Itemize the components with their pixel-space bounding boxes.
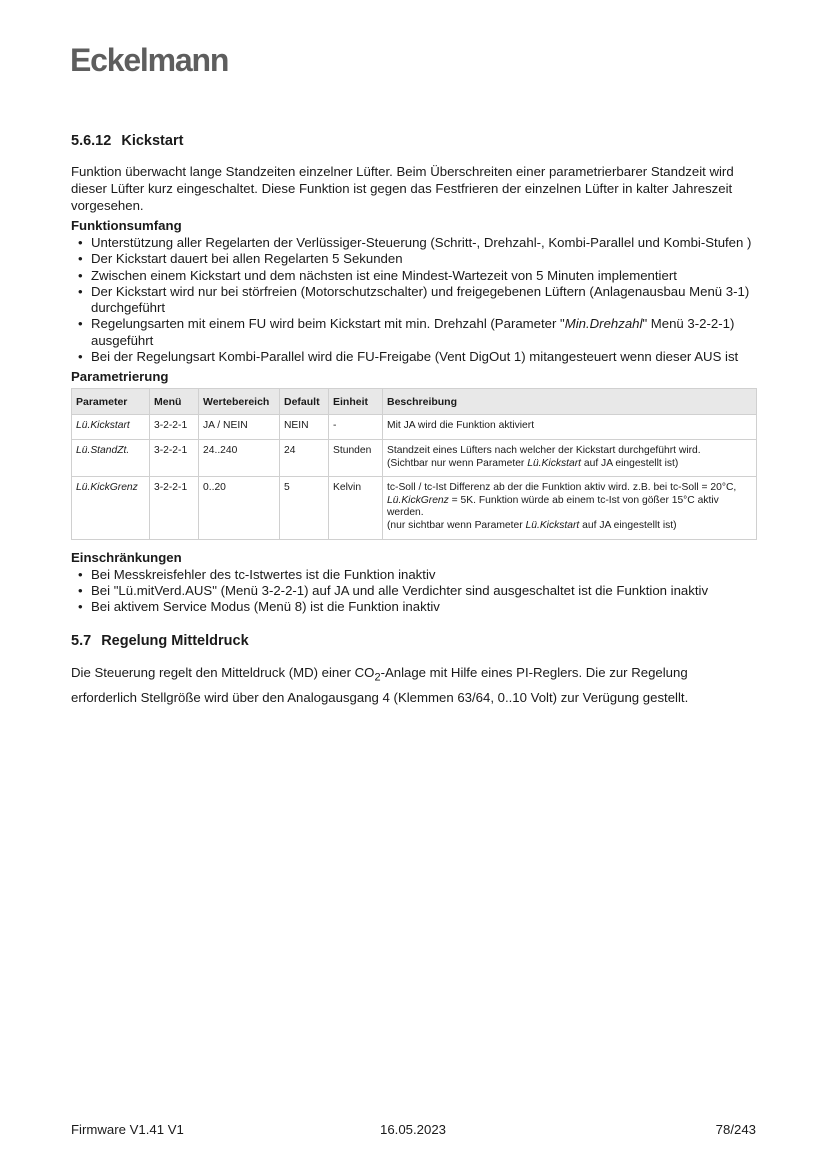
- column-header: Wertebereich: [199, 389, 280, 415]
- list-item-text: Regelungsarten mit einem FU wird beim Kickstart mit min. Drehzahl (Parameter ": [91, 316, 565, 332]
- section-title: Regelung Mitteldruck: [101, 633, 249, 650]
- unit-cell: Kelvin: [329, 477, 383, 539]
- list-item: • Der Kickstart dauert bei allen Regelarten 5 Sekunden: [91, 251, 757, 267]
- parameter-heading: Parametrierung: [71, 369, 169, 385]
- parameter-name: Lü.Kickstart: [525, 519, 580, 531]
- table-row: [72, 439, 757, 476]
- default-cell: 24: [280, 439, 329, 476]
- list-item: • Der Kickstart wird nur bei störfreien (Motorschutzschalter) und freigegebenen Lüftern (Anlagenausbau Menü 3-1) durchgeführt: [91, 284, 757, 317]
- list-item: • Bei Messkreisfehler des tc-Istwertes ist die Funktion inaktiv: [91, 567, 757, 583]
- list-item-text: " Menü 3-2-2-1) ausgeführt: [91, 316, 735, 348]
- param-cell: Lü.Kickstart: [72, 415, 150, 440]
- limits-list: [71, 567, 757, 616]
- column-header: Beschreibung: [383, 389, 757, 415]
- company-logo: Eckelmann: [70, 42, 229, 78]
- section-heading-mitteldruck: [71, 633, 757, 649]
- section-heading-kickstart: [71, 133, 757, 149]
- description-text: = 5K. Funktion würde ab einem tc-Ist von gößer 15°C aktiv werden.: [387, 494, 719, 519]
- parameter-name: Min.Drehzahl: [564, 316, 643, 332]
- range-cell: JA / NEIN: [199, 415, 280, 440]
- description-text: auf JA eingestellt ist): [579, 519, 677, 531]
- list-item: • Unterstützung aller Regelarten der Verlüssiger-Steuerung (Schritt-, Drehzahl-, Kombi-Parallel und Kombi-Stufen ): [91, 235, 757, 251]
- page-content: [71, 133, 757, 708]
- unit-cell: Stunden: [329, 439, 383, 476]
- paragraph-text: -Anlage mit Hilfe eines PI-Reglers. Die zur Regelung erforderlich Stellgröße wird über den Analogausgang 4 (Klemmen 63/64, 0..10 Volt) zur Verügung gestellt.: [71, 665, 689, 706]
- column-header: Menü: [150, 389, 199, 415]
- parameter-name: Lü.Kickstart: [527, 457, 582, 469]
- menu-cell: 3-2-2-1: [150, 477, 199, 539]
- param-cell: Lü.StandZt.: [72, 439, 150, 476]
- mitteldruck-text: [71, 663, 757, 708]
- table-row: [72, 477, 757, 539]
- table-row: [72, 415, 757, 440]
- footer-date: 16.05.2023: [380, 1122, 447, 1137]
- description-text: tc-Soll / tc-Ist Differenz ab der die Funktion aktiv wird. z.B. bei tc-Soll = 20°C,: [387, 482, 737, 494]
- paragraph-text: Die Steuerung regelt den Mitteldruck (MD) einer CO: [71, 665, 375, 681]
- kickstart-intro: Funktion überwacht lange Standzeiten einzelner Lüfter. Beim Überschreiten einer parametrierbarer Standzeit wird dieser Lüfter kurz eingeschaltet. Diese Funktion ist gegen das Festfrieren der einzelnen Lüfter in kalter Jahreszeit vorgesehen.: [71, 164, 734, 213]
- range-cell: 24..240: [199, 439, 280, 476]
- list-item: • Bei der Regelungsart Kombi-Parallel wird die FU-Freigabe (Vent DigOut 1) mitangesteuert wenn dieser AUS ist: [91, 349, 757, 365]
- list-item: • Bei "Lü.mitVerd.AUS" (Menü 3-2-2-1) auf JA und alle Verdichter sind ausgeschaltet ist die Funktion inaktiv: [91, 583, 757, 599]
- column-header: Default: [280, 389, 329, 415]
- param-cell: Lü.KickGrenz: [72, 477, 150, 539]
- default-cell: NEIN: [280, 415, 329, 440]
- subscript: 2: [374, 672, 381, 685]
- description-cell: [383, 477, 757, 539]
- menu-cell: 3-2-2-1: [150, 415, 199, 440]
- description-text: auf JA eingestellt ist): [581, 457, 679, 469]
- range-cell: 0..20: [199, 477, 280, 539]
- column-header: Einheit: [329, 389, 383, 415]
- list-item: • Zwischen einem Kickstart und dem nächsten ist eine Mindest-Wartezeit von 5 Minuten implementiert: [91, 268, 757, 284]
- description-text: (nur sichtbar wenn Parameter: [387, 519, 526, 531]
- parameter-table: [71, 388, 757, 539]
- description-text: (Sichtbar nur wenn Parameter: [387, 457, 528, 469]
- scope-heading: Funktionsumfang: [71, 218, 182, 233]
- default-cell: 5: [280, 477, 329, 539]
- section-number: 5.7: [71, 633, 92, 650]
- section-number: 5.6.12: [71, 133, 112, 149]
- column-header: Parameter: [72, 389, 150, 415]
- description-text: Standzeit eines Lüfters nach welcher der Kickstart durchgeführt wird.: [387, 444, 701, 456]
- table-header-row: [72, 389, 757, 415]
- list-item: • Bei aktivem Service Modus (Menü 8) ist die Funktion inaktiv: [91, 599, 757, 615]
- footer-firmware: Firmware V1.41 V1: [71, 1122, 184, 1137]
- list-item: [91, 316, 757, 349]
- footer-page-number: 78/243: [715, 1122, 756, 1137]
- parameter-name: Lü.KickGrenz: [387, 494, 449, 506]
- scope-list: [71, 235, 757, 365]
- limits-heading: Einschränkungen: [71, 549, 182, 565]
- unit-cell: -: [329, 415, 383, 440]
- section-title: Kickstart: [121, 133, 184, 149]
- menu-cell: 3-2-2-1: [150, 439, 199, 476]
- description-cell: Mit JA wird die Funktion aktiviert: [383, 415, 757, 440]
- description-cell: [383, 439, 757, 476]
